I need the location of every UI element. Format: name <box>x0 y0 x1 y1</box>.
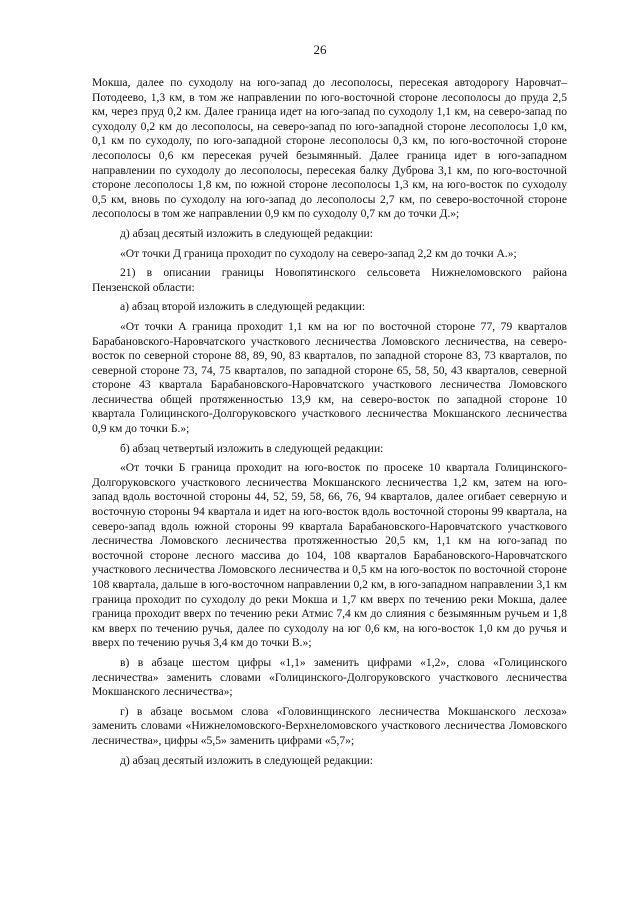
paragraph: д) абзац десятый изложить в следующей редакции: <box>120 753 373 767</box>
paragraph: б) абзац четвертый изложить в следующей редакции: <box>120 441 384 455</box>
document-body <box>92 76 567 773</box>
paragraph: «От точки Б граница проходит на юго-восток по просеке 10 квартала Голицинского-Долгоруковского участкового лесничества Мокшанского лесничества 1,2 км, затем на юго-запад вдоль восточной стороны 44, 52, 59, 58, 66, 76, 94 кварталов, далее огибает северную и восточную стороны 94 квартала и идет на юго-восток вдоль восточной стороны 99 квартала, на северо-запад вдоль южной стороны 99 квартала Барабановского-Наровчатского участкового лесничества Ломовского лесничества протяженностью 20,5 км, 1,1 км на юго-запад по восточной стороне лесного массива до 104, 108 кварталов Барабановского-Наровчатского участкового лесничества Ломовского лесничества и 0,5 км на юго-восток по восточной стороне 108 квартала, дальше в юго-восточном направлении 0,2 км, в юго-западном направлении 3,1 км граница проходит по суходолу до реки Мокша и 1,7 км вверх по течению реки Мокша, далее граница проходит вверх по течению реки Атмис 7,4 км до слияния с безымянным ручьем и 1,8 км вверх по течению ручья, далее по суходолу на юг 0,6 км, на юго-восток 1,0 км до ручья и вверх по течению ручья 3,4 км до точки В.»; <box>92 461 567 650</box>
paragraph: д) абзац десятый изложить в следующей редакции: <box>120 226 373 240</box>
paragraph: «От точки Д граница проходит по суходолу на северо-запад 2,2 км до точки А.»; <box>120 246 517 260</box>
page-number: 26 <box>313 42 327 57</box>
paragraph: а) абзац второй изложить в следующей редакции: <box>120 300 366 314</box>
paragraph: Мокша, далее по суходолу на юго-запад до лесополосы, пересекая автодорогу Наровчат–Потодеево, 1,3 км, в том же направлении по юго-восточной стороне лесополосы до пруда 2,5 км, через пруд 0,2 км. Далее граница идет на юго-запад по суходолу 1,1 км, на северо-запад по суходолу 0,2 км до лесополосы, на северо-запад по юго-западной стороне лесополосы 1,0 км, 0,1 км по суходолу, по юго-западной стороне лесополосы 0,3 км, по юго-восточной стороне лесополосы 0,6 км пересекая ручей безымянный. Далее граница идет в юго-западном направлении по суходолу до лесополосы, пересекая балку Дуброва 3,1 км, по юго-восточной стороне лесополосы 1,8 км, по южной стороне лесополосы 1,3 км, на юго-восток по суходолу 0,5 км, вновь по суходолу на юго-запад до лесополосы 2,7 км, по северо-восточной стороне лесополосы в том же направлении 0,9 км по суходолу 0,7 км до точки Д.»; <box>92 76 567 221</box>
paragraph: «От точки А граница проходит 1,1 км на юг по восточной стороне 77, 79 кварталов Барабановского-Наровчатского участкового лесничества Ломовского лесничества, на северо-восток по северной стороне 88, 89, 90, 83 кварталов, по западной стороне 83, 73 кварталов, по северной стороне 73, 74, 75 кварталов, по западной стороне 65, 58, 50, 43 кварталов, северной стороне 43 квартала Барабановского-Наровчатского участкового лесничества Ломовского лесничества общей протяженностью 13,9 км, на северо-восток по западной стороне 10 квартала Голицинского-Долгоруковского участкового лесничества Мокшанского лесничества 0,9 км до точки Б.»; <box>92 319 567 436</box>
paragraph: 21) в описании границы Новопятинского сельсовета Нижнеломовского района Пензенской области: <box>92 266 567 294</box>
paragraph: в) в абзаце шестом цифры «1,1» заменить цифрами «1,2», слова «Голицинского лесничества» заменить словами «Голицинского-Долгоруковского участкового лесничества Мокшанского лесничества»; <box>92 655 567 699</box>
paragraph: г) в абзаце восьмом слова «Головинщинского лесничества Мокшанского лесхоза» заменить словами «Нижнеломовского-Верхнеломовского участкового лесничества Ломовского лесничества», цифры «5,5» заменить цифрами «5,7»; <box>92 704 567 747</box>
